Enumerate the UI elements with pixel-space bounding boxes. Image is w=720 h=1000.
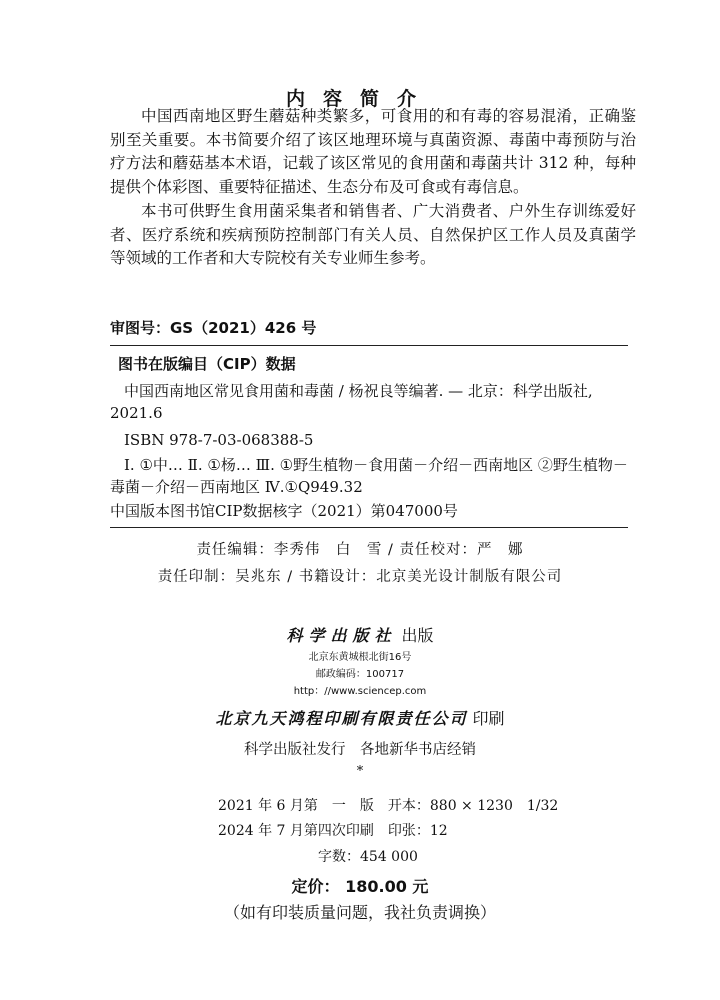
cip-verification: 中国版本图书馆CIP数据核字（2021）第047000号 xyxy=(110,502,458,520)
publisher-postcode: 邮政编码：100717 xyxy=(315,669,405,680)
divider-bottom xyxy=(110,527,628,528)
credits-editors: 责任编辑：李秀伟 白 雪 / 责任校对：严 娜 xyxy=(196,542,524,558)
printer-suffix: 印刷 xyxy=(472,709,505,728)
edition-row-1: 2021 年 6 月第 一 版 开本：880 × 1230 1/32 xyxy=(218,798,559,814)
quality-note: （如有印装质量问题，我社负责调换） xyxy=(223,903,496,922)
price: 定价： 180.00 元 xyxy=(291,877,429,896)
cip-record: 中国西南地区常见食用菌和毒菌 / 杨祝良等编著. — 北京：科学出版社, 2021.6 xyxy=(110,382,593,422)
distribution-line: 科学出版社发行 各地新华书店经销 xyxy=(244,742,476,758)
summary-paragraph-1: 中国西南地区野生蘑菇种类繁多，可食用的和有毒的容易混淆，正确鉴别至关重要。本书简要介绍了该区地理环境与真菌资源、毒菌中毒预防与治疗方法和蘑菇基本术语，记载了该区常见的食用菌和毒菌共计 312 种，每种提供个体彩图、重要特征描述、生态分布及可食或有毒信息。 xyxy=(110,107,636,196)
publisher-name: 科学出版社 xyxy=(286,626,397,645)
publisher-address: 北京东黄城根北街16号 xyxy=(308,652,412,663)
printer-line xyxy=(0,706,720,729)
separator-star: * xyxy=(356,764,364,779)
publisher-suffix: 出版 xyxy=(401,626,434,645)
printer-name: 北京九天鸿程印刷有限责任公司 xyxy=(215,709,468,728)
summary-title: 内容简介 xyxy=(285,88,434,110)
credits-printing: 责任印制：吴兆东 / 书籍设计：北京美光设计制版有限公司 xyxy=(157,569,563,585)
publisher-url: http：//www.sciencep.com xyxy=(293,686,427,697)
publisher-line xyxy=(0,623,720,646)
cip-isbn: ISBN 978-7-03-068388-5 xyxy=(124,431,314,449)
edition-row-3: 字数：454 000 xyxy=(318,849,418,865)
edition-row-2: 2024 年 7 月第四次印刷 印张：12 xyxy=(218,823,448,839)
cip-classification: Ⅰ. ①中… Ⅱ. ①杨… Ⅲ. ①野生植物－食用菌－介绍－西南地区 ②野生植物－毒菌－介绍－西南地区 Ⅳ.①Q949.32 xyxy=(110,456,628,496)
map-approval-number: 审图号：GS（2021）426 号 xyxy=(110,319,317,337)
cip-heading: 图书在版编目（CIP）数据 xyxy=(118,355,296,373)
divider-top xyxy=(110,345,628,346)
summary-paragraph-2: 本书可供野生食用菌采集者和销售者、广大消费者、户外生存训练爱好者、医疗系统和疾病预防控制部门有关人员、自然保护区工作人员及真菌学等领域的工作者和大专院校有关专业师生参考。 xyxy=(110,202,636,267)
